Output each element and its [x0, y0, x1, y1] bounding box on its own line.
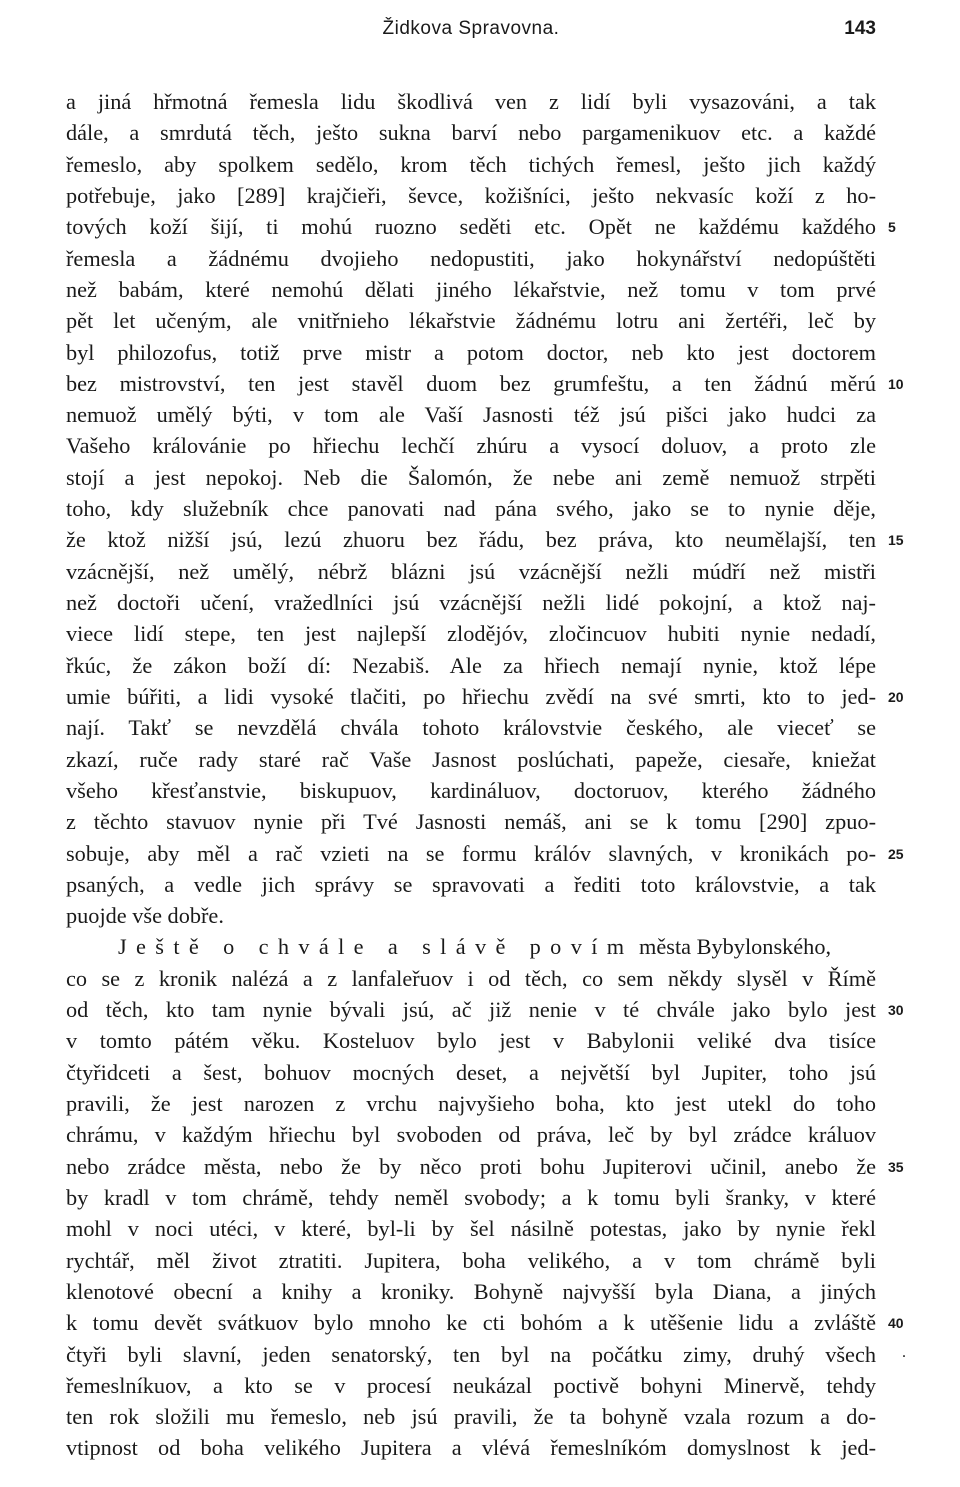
line-text: čtyřidceti a šest, bohuov mocných deset, a největší byl Jupiter, toho jsú: [66, 1059, 876, 1085]
line-text: než doctoři učení, vražedlníci jsú vzácnější nežli lidé pokojní, a ktož naj-: [66, 590, 876, 615]
text-line: [66, 681, 904, 712]
line-text: bez mistrovství, ten jest stavěl duom bez grumfeštu, a ten žádnú měrú: [66, 370, 876, 396]
line-text: nají. Takť se nevzdělá chvála tohoto královstvie českého, ale viecеť se: [66, 715, 876, 741]
line-number-marker: 5: [888, 219, 896, 236]
text-line: [66, 650, 876, 681]
text-line: [66, 149, 876, 180]
line-text: vtipnost od boha velikého Jupitera a vlévá řemeslníkóm domyslnost k jed-: [66, 1435, 876, 1461]
text-line: [66, 86, 876, 117]
text-line: [66, 1213, 876, 1244]
text-line: [66, 618, 876, 649]
line-text: viece lidí stepe, ten jest najlepší zlodějóv, zločincuov hubiti nynie nedadí,: [66, 621, 876, 647]
text-line: [66, 1307, 904, 1338]
line-text: a jiná hřmotná řemesla lidu škodlivá ven z lidí byli vysazováni, a tak: [66, 89, 876, 114]
text-line: [66, 368, 904, 399]
line-number-marker: 25: [888, 845, 904, 862]
line-text: čtyři byli slavní, jeden senatorský, ten byl na počátku zimy, druhý všech: [66, 1341, 876, 1367]
running-title: Židkova Spravovna.: [382, 18, 560, 39]
line-number-marker: 40: [888, 1315, 904, 1332]
text-line: [66, 869, 876, 900]
text-line: [66, 775, 876, 806]
line-text: byl philozofus, totiž prve mistr a potom doctor, neb kto jest doctorem: [66, 339, 876, 365]
line-text: puojde vše dobře.: [66, 903, 224, 929]
text-line: [66, 1339, 906, 1370]
line-number-marker: 30: [888, 1002, 904, 1019]
text-line: [66, 1432, 876, 1463]
line-text: že ktož nižší jsú, lezú zhuoru bez řádu, bez práva, kto neumělajší, ten: [66, 527, 876, 553]
text-line: [66, 524, 904, 555]
text-line: [66, 274, 876, 305]
text-line: [66, 838, 904, 869]
line-text: toho, kdy služebník chce panovati nad pána svého, jako se to nynie děje,: [66, 496, 876, 522]
text-line: [66, 243, 876, 274]
line-text: psaných, a vedle jich správy se spravovati a řediti toto královstvie, a tak: [66, 871, 876, 897]
line-text: k tomu devět svátkuov bylo mnoho ke cti bohóm a k utěšenie lidu a zvláště: [66, 1310, 876, 1336]
text-line: [66, 493, 876, 524]
line-text: nemuož umělý býti, v tom ale Vaší Jasnosti též jsú pišci jako hudci za: [66, 402, 876, 428]
text-line: [66, 1151, 904, 1182]
text-line: [66, 462, 876, 493]
text-line: [66, 211, 896, 242]
line-text: stojí a jest nepokoj. Neb die Šalomón, že nebe ani země nemuož strpěti: [66, 464, 876, 490]
margin-dot: .: [902, 1343, 906, 1361]
line-text: klenotové obecní a knihy a kroniky. Bohyně najvyšší byla Diana, a jiných: [66, 1278, 876, 1304]
line-text: dále, a smrdutá těch, ješto sukna barví nebo pargamenikuov etc. a každé: [66, 120, 876, 146]
text-line: [66, 963, 876, 994]
line-number-marker: 15: [888, 532, 904, 549]
line-number-marker: 20: [888, 688, 904, 705]
line-text: nebo zrádce města, nebo že by něco proti bohu Jupiterovi učinil, anebo že: [66, 1153, 876, 1179]
line-text: co se z kronik nalézá a z lanfaleřuov i od těch, co sem někdy slysěl v Římě: [66, 965, 876, 991]
line-text: než babám, které nemohú dělati jiného lékařstvie, než tomu v tom prvé: [66, 276, 876, 302]
line-text: z těchto stavuov nynie při Tvé Jasnosti nemáš, ani se k tomu [290] zpuo-: [66, 809, 876, 835]
text-line: [66, 1182, 876, 1213]
page-number: 143: [844, 18, 876, 39]
line-text: umie búřiti, a lidi vysoké tlačiti, po hřiechu zvědí na své smrti, kto to jed-: [66, 683, 876, 709]
line-text: od těch, kto tam nynie bývali jsú, ač již nenie v té chvále jako bylo jest: [66, 997, 876, 1023]
line-text: řemesla a žádnému dvojieho nedopustiti, jako hokynářství nedopúštěti: [66, 245, 876, 271]
line-text: zkazí, ruče rady staré rač Vaše Jasnost poslúchati, papeže, ciesaře, kniežat: [66, 746, 876, 772]
text-line: [66, 399, 876, 430]
text-line: [66, 1025, 876, 1056]
text-line: [66, 744, 876, 775]
line-text: řemeslníkuov, a kto se v procesí neukázal poctivě bohyni Minervě, tehdy: [66, 1372, 876, 1398]
line-number-marker: 10: [888, 375, 904, 392]
text-line: [66, 1119, 876, 1150]
line-text: v tomto pátém věku. Kosteluov bylo jest v Babylonii veliké dva tisíce: [66, 1028, 876, 1054]
line-number-marker: 35: [888, 1158, 904, 1175]
line-text: ten rok složili mu řemeslo, neb jsú pravili, že ta bohyně vzala rozum a do-: [66, 1404, 876, 1430]
text-line: [66, 180, 876, 211]
text-line: [66, 931, 876, 962]
text-line: [66, 1057, 876, 1088]
line-text: pět let učeným, ale vnitřnieho lékařstvie žádnému lotru ani žertéři, leč by: [66, 308, 876, 334]
body-text: [66, 86, 906, 1464]
text-line: [66, 337, 876, 368]
text-line: [66, 117, 876, 148]
text-line: [66, 1370, 876, 1401]
line-text: všeho křesťanstvie, biskupuov, kardináluov, doctoruov, kterého žádného: [66, 777, 876, 803]
text-line: [66, 1088, 876, 1119]
line-text: Vašeho královánie po hřiechu lechčí zhúru a vysocí doluov, a proto zle: [66, 433, 876, 459]
text-line: [66, 587, 876, 618]
text-line: [66, 994, 904, 1025]
text-line: [66, 1401, 876, 1432]
line-text: řkúc, že zákon boží dí: Nezabiš. Ale za hřiech nemají nynie, ktož lépe: [66, 652, 876, 678]
text-line: [66, 1276, 876, 1307]
line-text: by kradl v tom chrámě, tehdy neměl svobody; a k tomu byli šranky, v které: [66, 1184, 876, 1210]
text-line: [66, 556, 876, 587]
line-text: řemeslo, aby spolkem sedělo, krom těch tichých řemesl, ješto jich každý: [66, 151, 876, 177]
spaced-emphasis: Ještě o chvále a slávě povím: [118, 934, 634, 960]
text-line: [66, 900, 876, 931]
line-text: města Bybylonského,: [633, 934, 832, 960]
line-text: chrámu, v každým hřiechu byl svoboden od práva, leč by byl zrádce králuov: [66, 1122, 876, 1148]
line-text: potřebuje, jako [289] krajčieři, ševce, kožišníci, ješto nekvasíc koží z ho-: [66, 182, 876, 208]
text-line: [66, 712, 876, 743]
text-line: [66, 806, 876, 837]
page-header: [66, 18, 876, 48]
line-text: vzácnější, než umělý, nébrž blázni jsú vzácnější nežli múdří než mistři: [66, 558, 876, 584]
text-line: [66, 305, 876, 336]
line-text: rychtář, měl život ztratiti. Jupitera, boha velikého, a v tom chrámě byli: [66, 1247, 876, 1273]
line-text: sobuje, aby měl a rač vzieti na se formu králóv slavných, v kronikách po-: [66, 840, 876, 866]
line-text: pravili, že jest narozen z vrchu najvyšieho boha, kto jest utekl do toho: [66, 1091, 876, 1116]
text-line: [66, 1245, 876, 1276]
text-line: [66, 430, 876, 461]
line-text: tových koží šijí, ti mohú ruozno seděti etc. Opět ne každému každého: [66, 214, 876, 240]
line-text: mohl v noci utéci, v které, byl-li by šel násilně potestas, jako by nynie řekl: [66, 1216, 876, 1242]
